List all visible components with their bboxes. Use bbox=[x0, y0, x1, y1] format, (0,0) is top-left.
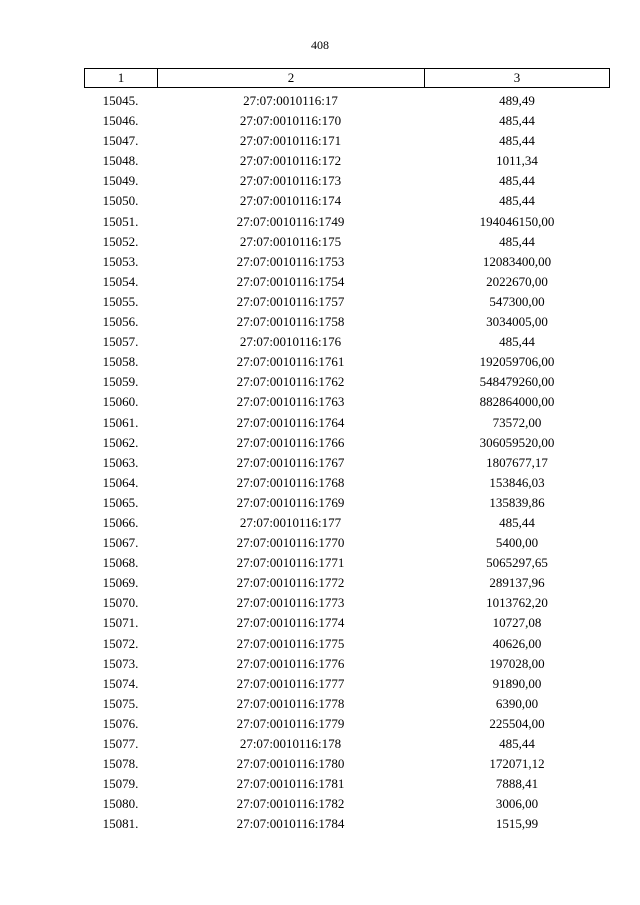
cadastral-number-cell: 27:07:0010116:1771 bbox=[236, 555, 345, 571]
cadastral-number-cell: 27:07:0010116:173 bbox=[239, 173, 342, 189]
cadastral-number-cell: 27:07:0010116:1768 bbox=[236, 474, 345, 490]
row-number-cell: 15045. bbox=[102, 93, 139, 108]
row-number-cell: 15071. bbox=[102, 615, 139, 631]
row-number-cell: 15058. bbox=[102, 354, 139, 370]
row-number-cell: 15080. bbox=[102, 796, 139, 812]
table-row bbox=[84, 774, 610, 794]
cadastral-number-cell: 27:07:0010116:1767 bbox=[236, 454, 345, 470]
cadastral-number-cell: 27:07:0010116:1773 bbox=[236, 595, 345, 611]
table-header bbox=[84, 68, 610, 88]
cadastral-number-cell: 27:07:0010116:1762 bbox=[236, 374, 345, 390]
row-number-cell: 15046. bbox=[102, 113, 139, 129]
cadastral-number-cell: 27:07:0010116:170 bbox=[239, 113, 342, 129]
value-cell: 882864000,00 bbox=[479, 394, 555, 410]
value-cell: 3034005,00 bbox=[486, 314, 548, 330]
row-number-cell: 15079. bbox=[102, 776, 139, 792]
table-row bbox=[84, 91, 610, 111]
value-cell: 1515,99 bbox=[495, 816, 539, 832]
cadastral-number-cell: 27:07:0010116:178 bbox=[239, 736, 342, 751]
value-cell: 485,44 bbox=[499, 173, 535, 189]
table-row bbox=[84, 654, 610, 674]
cadastral-number-cell: 27:07:0010116:1772 bbox=[236, 575, 345, 591]
value-cell: 225504,00 bbox=[489, 715, 545, 731]
table-row bbox=[84, 613, 610, 633]
table-row bbox=[84, 332, 610, 352]
table-row bbox=[84, 111, 610, 131]
cadastral-number-cell: 27:07:0010116:176 bbox=[239, 334, 342, 350]
table-row bbox=[84, 694, 610, 714]
table-row bbox=[84, 493, 610, 513]
value-cell: 12083400,00 bbox=[482, 253, 552, 269]
table-row bbox=[84, 533, 610, 553]
cadastral-number-cell: 27:07:0010116:1776 bbox=[236, 655, 345, 671]
cadastral-number-cell: 27:07:0010116:1782 bbox=[236, 796, 345, 812]
value-cell: 6390,00 bbox=[495, 695, 539, 711]
value-cell: 192059706,00 bbox=[479, 354, 555, 370]
row-number-cell: 15055. bbox=[102, 293, 139, 309]
row-number-cell: 15054. bbox=[102, 273, 139, 289]
table-row bbox=[84, 754, 610, 774]
table-row bbox=[84, 191, 610, 211]
row-number-cell: 15053. bbox=[102, 253, 139, 269]
row-number-cell: 15069. bbox=[102, 575, 139, 591]
row-number-cell: 15070. bbox=[102, 595, 139, 611]
value-cell: 91890,00 bbox=[492, 675, 542, 691]
table-row bbox=[84, 171, 610, 191]
cadastral-number-cell: 27:07:0010116:1757 bbox=[236, 293, 345, 309]
row-number-cell: 15051. bbox=[102, 213, 139, 229]
cadastral-number-cell: 27:07:0010116:1774 bbox=[236, 615, 345, 631]
row-number-cell: 15065. bbox=[102, 494, 139, 510]
table-row bbox=[84, 272, 610, 292]
cadastral-number-cell: 27:07:0010116:1775 bbox=[236, 635, 345, 651]
header-col-3: 3 bbox=[513, 70, 521, 85]
value-cell: 172071,12 bbox=[489, 756, 545, 772]
cadastral-number-cell: 27:07:0010116:1769 bbox=[236, 494, 345, 510]
table-row bbox=[84, 553, 610, 573]
row-number-cell: 15075. bbox=[102, 695, 139, 711]
value-cell: 5400,00 bbox=[495, 535, 539, 551]
value-cell: 135839,86 bbox=[489, 494, 545, 510]
value-cell: 1807677,17 bbox=[486, 454, 548, 470]
value-cell: 485,44 bbox=[499, 334, 535, 350]
table-row bbox=[84, 252, 610, 272]
value-cell: 485,44 bbox=[499, 233, 535, 249]
value-cell: 40626,00 bbox=[492, 635, 542, 651]
row-number-cell: 15048. bbox=[102, 153, 139, 169]
table-row bbox=[84, 292, 610, 312]
row-number-cell: 15066. bbox=[102, 514, 139, 530]
cadastral-number-cell: 27:07:0010116:1777 bbox=[236, 675, 345, 691]
table-row bbox=[84, 473, 610, 493]
table-row bbox=[84, 734, 610, 754]
cadastral-number-cell: 27:07:0010116:1780 bbox=[236, 756, 345, 772]
value-cell: 7888,41 bbox=[495, 776, 539, 792]
cadastral-number-cell: 27:07:0010116:174 bbox=[239, 193, 342, 209]
value-cell: 485,44 bbox=[499, 113, 535, 129]
page-number: 408 bbox=[311, 38, 329, 52]
table-row bbox=[84, 312, 610, 332]
table-row bbox=[84, 593, 610, 613]
cadastral-number-cell: 27:07:0010116:1763 bbox=[236, 394, 345, 410]
cadastral-number-cell: 27:07:0010116:1754 bbox=[236, 273, 345, 289]
row-number-cell: 15047. bbox=[102, 133, 139, 149]
row-number-cell: 15059. bbox=[102, 374, 139, 390]
row-number-cell: 15052. bbox=[102, 233, 139, 249]
value-cell: 485,44 bbox=[499, 133, 535, 149]
value-cell: 153846,03 bbox=[489, 474, 545, 490]
table-row bbox=[84, 151, 610, 171]
table-row bbox=[84, 634, 610, 654]
value-cell: 485,44 bbox=[499, 193, 535, 209]
table-body bbox=[84, 88, 610, 834]
table-row bbox=[84, 352, 610, 372]
header-col-2: 2 bbox=[158, 69, 425, 87]
value-cell: 1011,34 bbox=[496, 153, 538, 169]
table-row bbox=[84, 131, 610, 151]
cadastral-number-cell: 27:07:0010116:171 bbox=[239, 133, 342, 149]
table-row bbox=[84, 372, 610, 392]
row-number-cell: 15064. bbox=[102, 474, 139, 490]
row-number-cell: 15050. bbox=[102, 193, 139, 209]
row-number-cell: 15074. bbox=[102, 675, 139, 691]
row-number-cell: 15072. bbox=[102, 635, 139, 651]
row-number-cell: 15068. bbox=[102, 555, 139, 571]
table-row bbox=[84, 453, 610, 473]
table-row bbox=[84, 232, 610, 252]
value-cell: 10727,08 bbox=[492, 615, 542, 631]
cadastral-number-cell: 27:07:0010116:1753 bbox=[236, 253, 345, 269]
cadastral-number-cell: 27:07:0010116:1778 bbox=[236, 695, 345, 711]
table-row bbox=[84, 714, 610, 734]
row-number-cell: 15077. bbox=[102, 736, 139, 751]
value-cell: 485,44 bbox=[499, 736, 535, 751]
cadastral-number-cell: 27:07:0010116:17 bbox=[243, 93, 338, 108]
table-row bbox=[84, 392, 610, 412]
row-number-cell: 15067. bbox=[102, 535, 139, 551]
row-number-cell: 15078. bbox=[102, 756, 139, 772]
table-row bbox=[84, 433, 610, 453]
row-number-cell: 15063. bbox=[102, 454, 139, 470]
value-cell: 3006,00 bbox=[495, 796, 539, 812]
cadastral-number-cell: 27:07:0010116:175 bbox=[239, 233, 342, 249]
cadastral-number-cell: 27:07:0010116:1781 bbox=[236, 776, 345, 792]
row-number-cell: 15049. bbox=[102, 173, 139, 189]
header-col-1: 1 bbox=[85, 69, 158, 87]
value-cell: 5065297,65 bbox=[486, 555, 548, 571]
value-cell: 73572,00 bbox=[492, 414, 542, 430]
value-cell: 197028,00 bbox=[489, 655, 545, 671]
value-cell: 547300,00 bbox=[489, 293, 545, 309]
cadastral-number-cell: 27:07:0010116:1758 bbox=[236, 314, 345, 330]
row-number-cell: 15060. bbox=[102, 394, 139, 410]
row-number-cell: 15073. bbox=[102, 655, 139, 671]
cadastral-number-cell: 27:07:0010116:172 bbox=[239, 153, 342, 169]
table-row bbox=[84, 513, 610, 533]
cadastral-number-cell: 27:07:0010116:1764 bbox=[236, 414, 345, 430]
data-table bbox=[84, 68, 610, 834]
table-row bbox=[84, 413, 610, 433]
table-row bbox=[84, 212, 610, 232]
cadastral-number-cell: 27:07:0010116:1784 bbox=[236, 816, 345, 832]
cadastral-number-cell: 27:07:0010116:1766 bbox=[236, 434, 345, 450]
value-cell: 289137,96 bbox=[489, 575, 545, 591]
value-cell: 2022670,00 bbox=[486, 273, 548, 289]
row-number-cell: 15057. bbox=[102, 334, 139, 350]
value-cell: 485,44 bbox=[499, 514, 535, 530]
row-number-cell: 15061. bbox=[102, 414, 139, 430]
table-row bbox=[84, 814, 610, 834]
row-number-cell: 15081. bbox=[102, 816, 139, 832]
row-number-cell: 15056. bbox=[102, 314, 139, 330]
value-cell: 1013762,20 bbox=[486, 595, 548, 611]
cadastral-number-cell: 27:07:0010116:1770 bbox=[236, 535, 345, 551]
value-cell: 306059520,00 bbox=[479, 434, 555, 450]
value-cell: 548479260,00 bbox=[479, 374, 555, 390]
table-row bbox=[84, 573, 610, 593]
row-number-cell: 15076. bbox=[102, 715, 139, 731]
cadastral-number-cell: 27:07:0010116:1779 bbox=[236, 715, 345, 731]
cadastral-number-cell: 27:07:0010116:1761 bbox=[236, 354, 345, 370]
table-row bbox=[84, 674, 610, 694]
row-number-cell: 15062. bbox=[102, 434, 139, 450]
cadastral-number-cell: 27:07:0010116:177 bbox=[239, 514, 342, 530]
value-cell: 489,49 bbox=[499, 93, 535, 108]
cadastral-number-cell: 27:07:0010116:1749 bbox=[236, 213, 345, 229]
value-cell: 194046150,00 bbox=[479, 213, 555, 229]
table-row bbox=[84, 794, 610, 814]
